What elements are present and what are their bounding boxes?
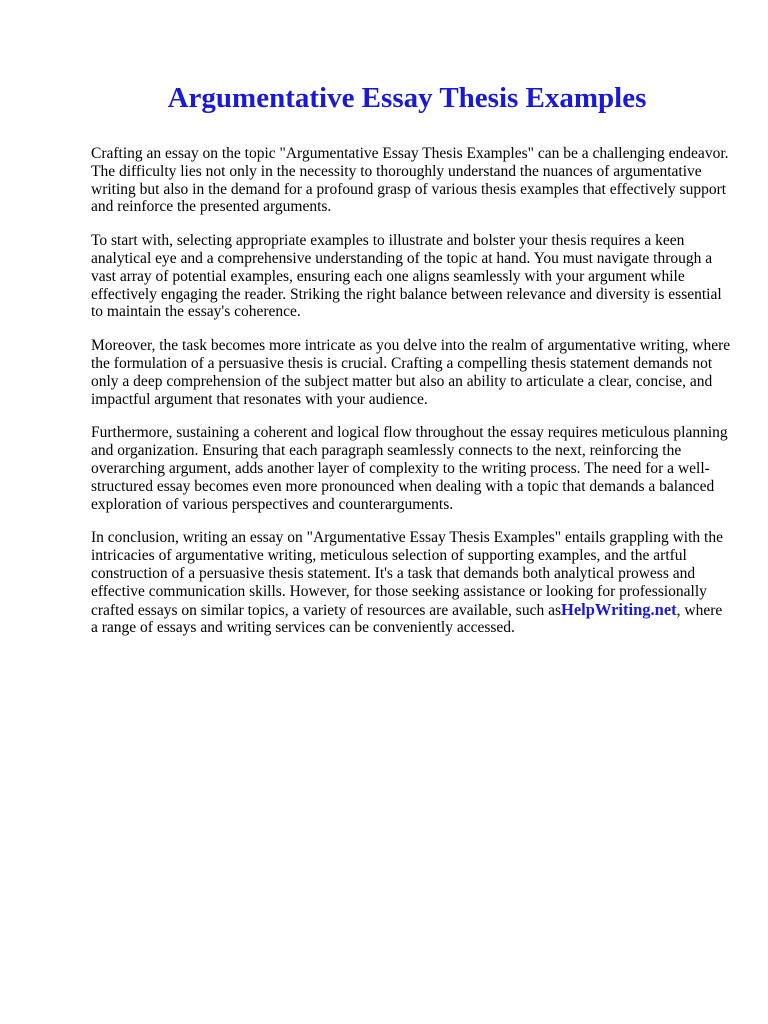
paragraph-examples: To start with, selecting appropriate examples to illustrate and bolster your thesis requires a keen analytical eye and a comprehensive understanding of the topic at hand. You must navigate through a vast array of potential examples, ensuring each one aligns seamlessly with your argument while effectively engaging the reader. Striking the right balance between relevance and diversity is essential to maintain the essay's coherence. bbox=[91, 232, 722, 321]
page-title: Argumentative Essay Thesis Examples bbox=[167, 82, 647, 114]
paragraph-conclusion bbox=[91, 529, 731, 637]
document-body bbox=[91, 145, 731, 653]
paragraph-intro: Crafting an essay on the topic "Argumentative Essay Thesis Examples" can be a challenging endeavor. The difficulty lies not only in the necessity to thoroughly understand the nuances of argumentative writing but also in the demand for a profound grasp of various thesis examples that effectively support and reinforce the presented arguments. bbox=[91, 145, 729, 216]
paragraph-flow: Furthermore, sustaining a coherent and logical flow throughout the essay requires meticulous planning and organization. Ensuring that each paragraph seamlessly connects to the next, reinforcing the overarching argument, adds another layer of complexity to the writing process. The need for a well-structured essay becomes even more pronounced when dealing with a topic that demands a balanced exploration of various perspectives and counterarguments. bbox=[91, 424, 728, 513]
helpwriting-link[interactable]: HelpWriting.net bbox=[560, 599, 677, 619]
paragraph-thesis: Moreover, the task becomes more intricate as you delve into the realm of argumentative writing, where the formulation of a persuasive thesis is crucial. Crafting a compelling thesis statement demands not only a deep comprehension of the subject matter but also an ability to articulate a clear, concise, and impactful argument that resonates with your audience. bbox=[91, 337, 731, 408]
conclusion-text-after-link: , where a range of essays and writing services can be conveniently accessed. bbox=[91, 601, 723, 637]
conclusion-text-before-link: In conclusion, writing an essay on "Argumentative Essay Thesis Examples" entails grappling with the intricacies of argumentative writing, meticulous selection of supporting examples, and the artful construction of a persuasive thesis statement. It's a task that demands both analytical prowess and effective communication skills. However, for those seeking assistance or looking for professionally crafted essays on similar topics, a variety of resources are available, such as bbox=[91, 529, 723, 619]
